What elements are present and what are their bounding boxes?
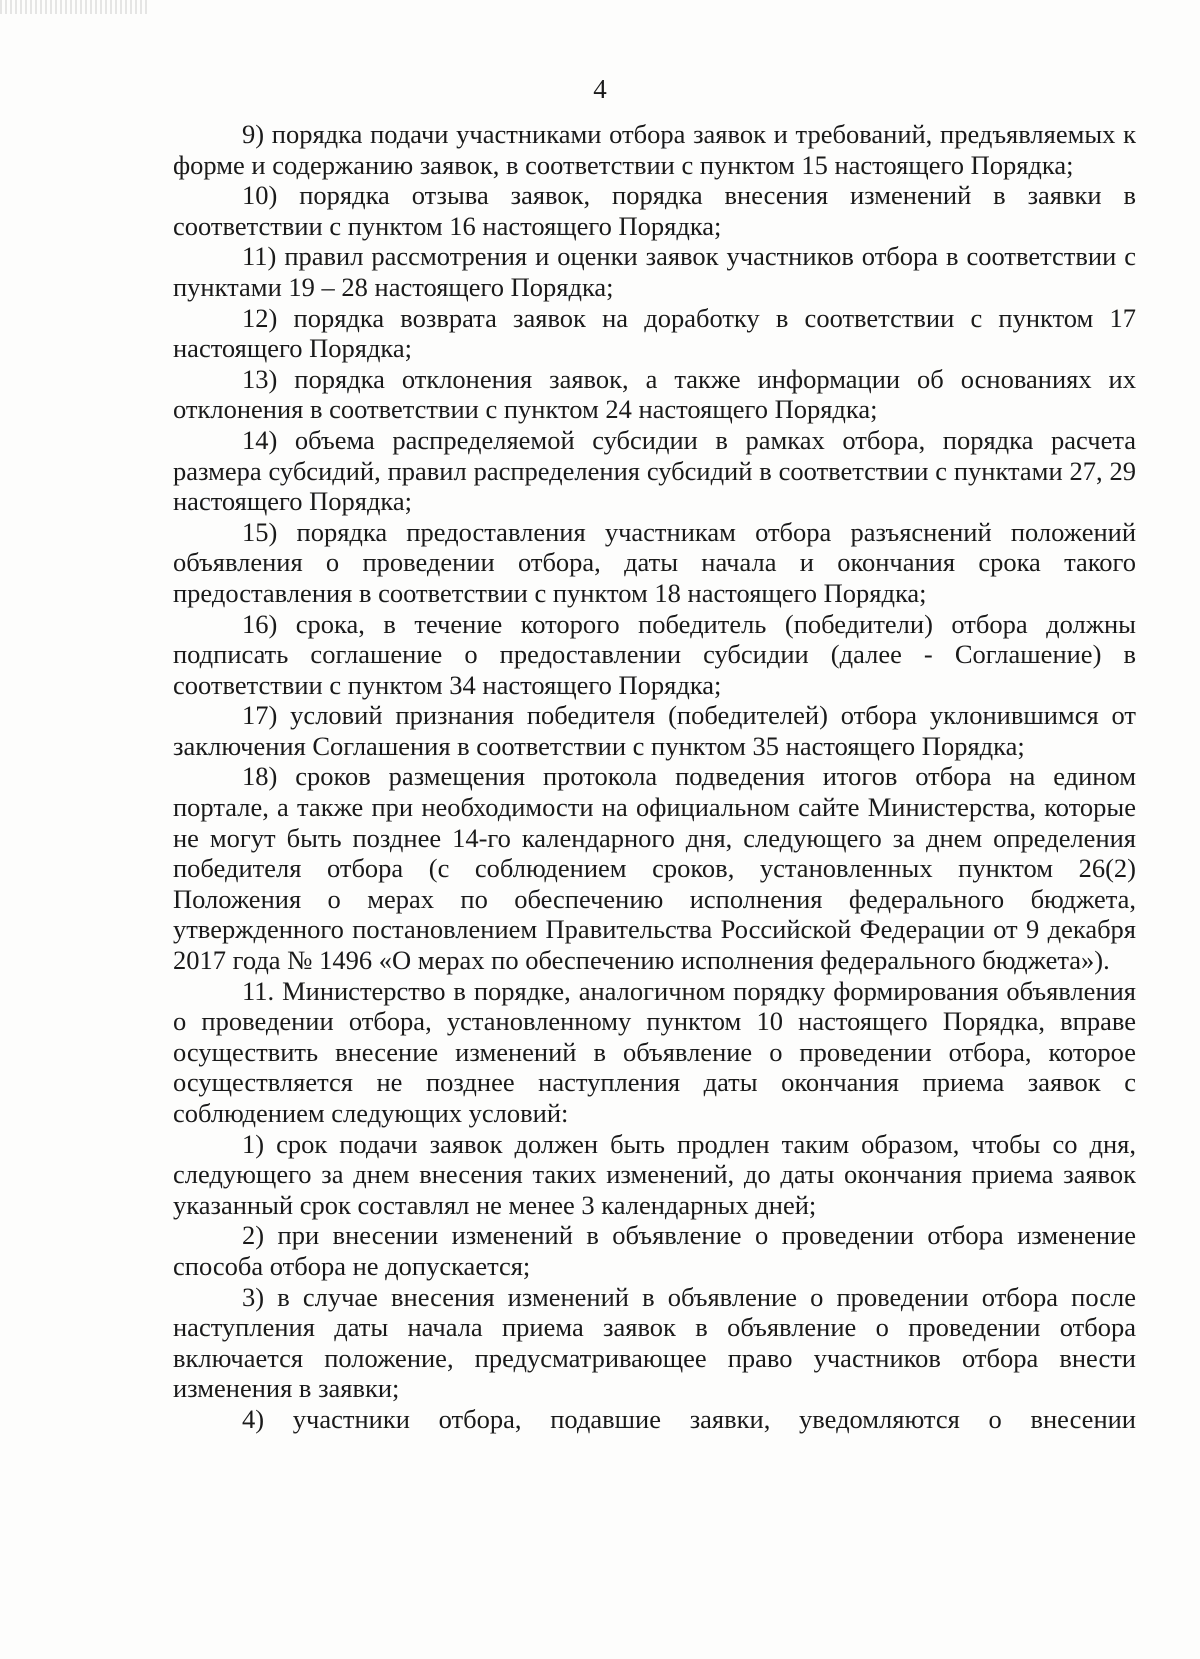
page-number: 4 [593, 74, 607, 104]
condition-item-1: 1) срок подачи заявок должен быть продлен таким образом, чтобы со дня, следующего за днем внесения таких изменений, до даты окончания приема заявок указанный срок составлял не менее 3 календарных дней; [173, 1128, 1136, 1220]
scan-artifact [0, 0, 150, 14]
list-item-13: 13) порядка отклонения заявок, а также информации об основаниях их отклонения в соответствии с пунктом 24 настоящего Порядка; [173, 363, 1136, 425]
condition-item-4: 4) участники отбора, подавшие заявки, уведомляются о внесении [242, 1403, 1136, 1434]
document-body [173, 119, 1136, 1435]
list-item-12: 12) порядка возврата заявок на доработку в соответствии с пунктом 17 настоящего Порядка; [173, 302, 1136, 364]
list-item-9: 9) порядка подачи участниками отбора заявок и требований, предъявляемых к форме и содержанию заявок, в соответствии с пунктом 15 настоящего Порядка; [173, 119, 1136, 180]
condition-item-3: 3) в случае внесения изменений в объявление о проведении отбора после наступления даты начала приема заявок в объявление о проведении отбора включается положение, предусматривающее право участников отбора внести изменения в заявки; [173, 1281, 1136, 1404]
list-item-11: 11) правил рассмотрения и оценки заявок участников отбора в соответствии с пунктами 19 – 28 настоящего Порядка; [173, 241, 1136, 302]
list-item-10: 10) порядка отзыва заявок, порядка внесения изменений в заявки в соответствии с пунктом 16 настоящего Порядка; [173, 180, 1136, 241]
list-item-17: 17) условий признания победителя (победителей) отбора уклонившимся от заключения Соглашения в соответствии с пунктом 35 настоящего Порядка; [173, 700, 1136, 761]
section-11-paragraph: 11. Министерство в порядке, аналогичном порядку формирования объявления о проведении отбора, установленному пунктом 10 настоящего Порядка, вправе осуществить внесение изменений в объявление о проведении отбора, которое осуществляется не позднее наступления даты окончания приема заявок с соблюдением следующих условий: [173, 975, 1136, 1128]
list-item-15: 15) порядка предоставления участникам отбора разъяснений положений объявления о проведении отбора, даты начала и окончания срока такого предоставления в соответствии с пунктом 18 настоящего Порядка; [173, 516, 1136, 608]
list-item-16: 16) срока, в течение которого победитель (победители) отбора должны подписать соглашение о предоставлении субсидии (далее - Соглашение) в соответствии с пунктом 34 настоящего Порядка; [173, 608, 1136, 700]
condition-item-2: 2) при внесении изменений в объявление о проведении отбора изменение способа отбора не допускается; [173, 1220, 1136, 1281]
list-item-18: 18) сроков размещения протокола подведения итогов отбора на едином портале, а также при необходимости на официальном сайте Министерства, которые не могут быть позднее 14-го календарного дня, следующего за днем определения победителя отбора (с соблюдением сроков, установленных пунктом 26(2) Положения о мерах по обеспечению исполнения федерального бюджета, утвержденного постановлением Правительства Российской Федерации от 9 декабря 2017 года № 1496 «О мерах по обеспечению исполнения федерального бюджета»). [173, 761, 1136, 976]
list-item-14: 14) объема распределяемой субсидии в рамках отбора, порядка расчета размера субсидий, правил распределения субсидий в соответствии с пунктами 27, 29 настоящего Порядка; [173, 424, 1136, 517]
